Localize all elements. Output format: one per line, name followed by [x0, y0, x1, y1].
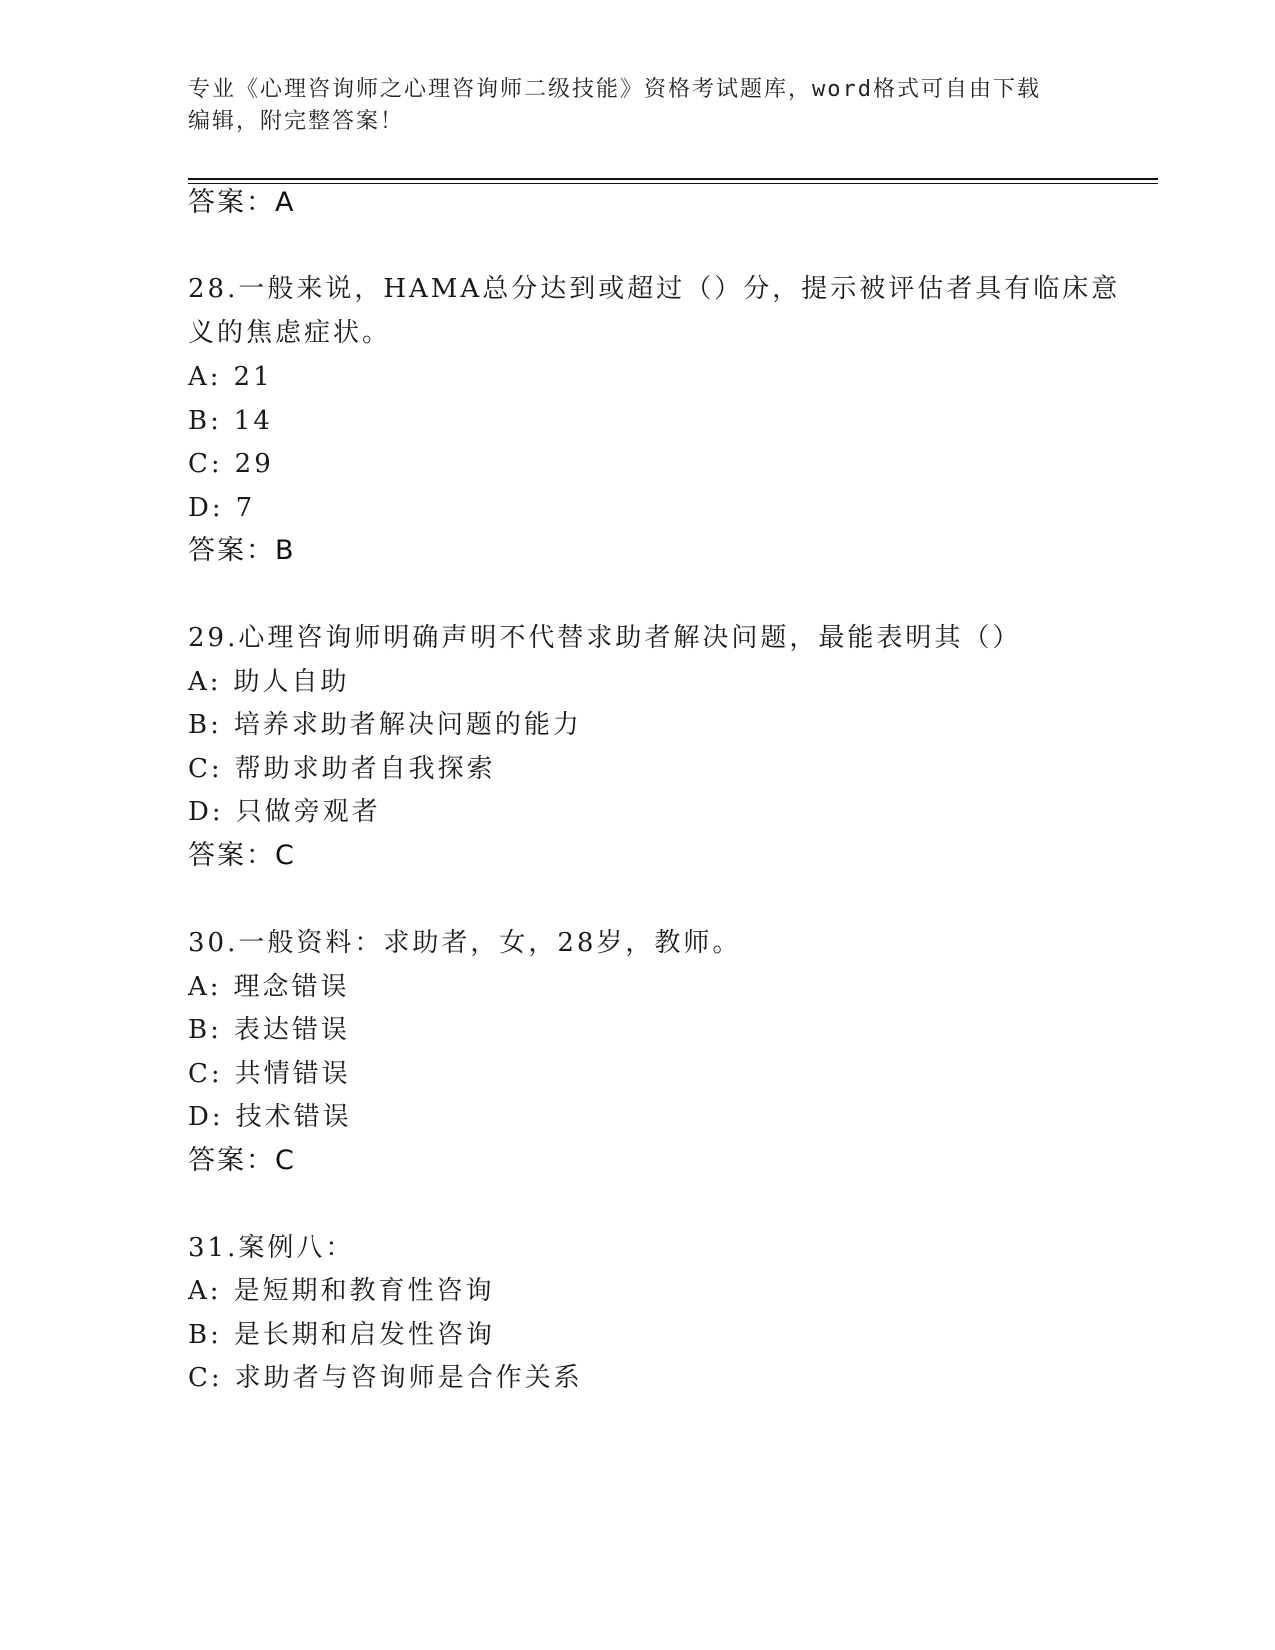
- option-letter: B:: [188, 1015, 222, 1045]
- question-29-line-1: 29.心理咨询师明确声明不代替求助者解决问题，最能表明其（）: [188, 623, 1022, 653]
- header-line-1: 专业《心理咨询师之心理咨询师二级技能》资格考试题库，word格式可自由下载: [188, 77, 1041, 102]
- option-letter: C:: [188, 754, 223, 784]
- option-letter: B:: [188, 1320, 222, 1350]
- option-text: 求助者与咨询师是合作关系: [234, 1363, 583, 1393]
- question-31-option-b: [188, 1318, 495, 1352]
- question-28-answer: 答案：B: [188, 535, 296, 566]
- option-text: 14: [233, 406, 273, 436]
- option-letter: D:: [188, 1102, 224, 1132]
- question-31-option-c: [188, 1361, 583, 1395]
- question-30-option-d: [188, 1100, 352, 1134]
- question-29-option-a: [188, 665, 350, 699]
- question-28-option-a: [188, 360, 273, 394]
- option-letter: C:: [188, 1363, 223, 1393]
- question-31-line-1: 31.案例八：: [188, 1233, 355, 1263]
- option-text: 培养求助者解决问题的能力: [233, 710, 582, 740]
- option-text: 共情错误: [234, 1059, 351, 1089]
- option-text: 帮助求助者自我探索: [234, 754, 496, 784]
- document-header: [188, 74, 1088, 138]
- option-letter: C:: [188, 1059, 223, 1089]
- question-29-option-d: [188, 795, 381, 829]
- question-30-option-c: [188, 1057, 351, 1091]
- option-text: 是短期和教育性咨询: [233, 1276, 495, 1306]
- question-29-option-c: [188, 752, 496, 786]
- option-text: 只做旁观者: [235, 797, 381, 827]
- header-divider-thick: [188, 178, 1158, 180]
- question-31-option-a: [188, 1274, 495, 1308]
- question-30-option-a: [188, 970, 350, 1004]
- option-letter: B:: [188, 406, 222, 436]
- header-line-2: 编辑，附完整答案！: [188, 109, 405, 134]
- previous-answer: 答案：A: [188, 187, 296, 218]
- question-28-option-b: [188, 404, 273, 438]
- option-text: 表达错误: [233, 1015, 350, 1045]
- question-30-option-b: [188, 1013, 350, 1047]
- option-text: 21: [233, 362, 273, 392]
- question-28-line-1: 28.一般来说，HAMA总分达到或超过（）分，提示被评估者具有临床意: [188, 274, 1121, 304]
- option-letter: D:: [188, 493, 224, 523]
- option-letter: A:: [188, 1276, 222, 1306]
- option-letter: B:: [188, 710, 222, 740]
- question-30-answer: 答案：C: [188, 1145, 296, 1176]
- question-29-answer: 答案：C: [188, 840, 296, 871]
- option-letter: D:: [188, 797, 224, 827]
- option-letter: A:: [188, 972, 222, 1002]
- option-letter: C:: [188, 449, 223, 479]
- option-letter: A:: [188, 362, 222, 392]
- question-28-option-d: [188, 491, 255, 525]
- option-text: 29: [234, 449, 274, 479]
- option-text: 助人自助: [233, 667, 350, 697]
- option-letter: A:: [188, 667, 222, 697]
- option-text: 是长期和启发性咨询: [233, 1320, 495, 1350]
- option-text: 7: [235, 493, 256, 523]
- option-text: 理念错误: [233, 972, 350, 1002]
- header-divider-thin: [188, 183, 1158, 184]
- question-30-line-1: 30.一般资料：求助者，女，28岁，教师。: [188, 928, 742, 958]
- option-text: 技术错误: [235, 1102, 352, 1132]
- question-29-option-b: [188, 708, 582, 742]
- question-28-line-2: 义的焦虑症状。: [188, 318, 392, 348]
- question-28-option-c: [188, 447, 274, 481]
